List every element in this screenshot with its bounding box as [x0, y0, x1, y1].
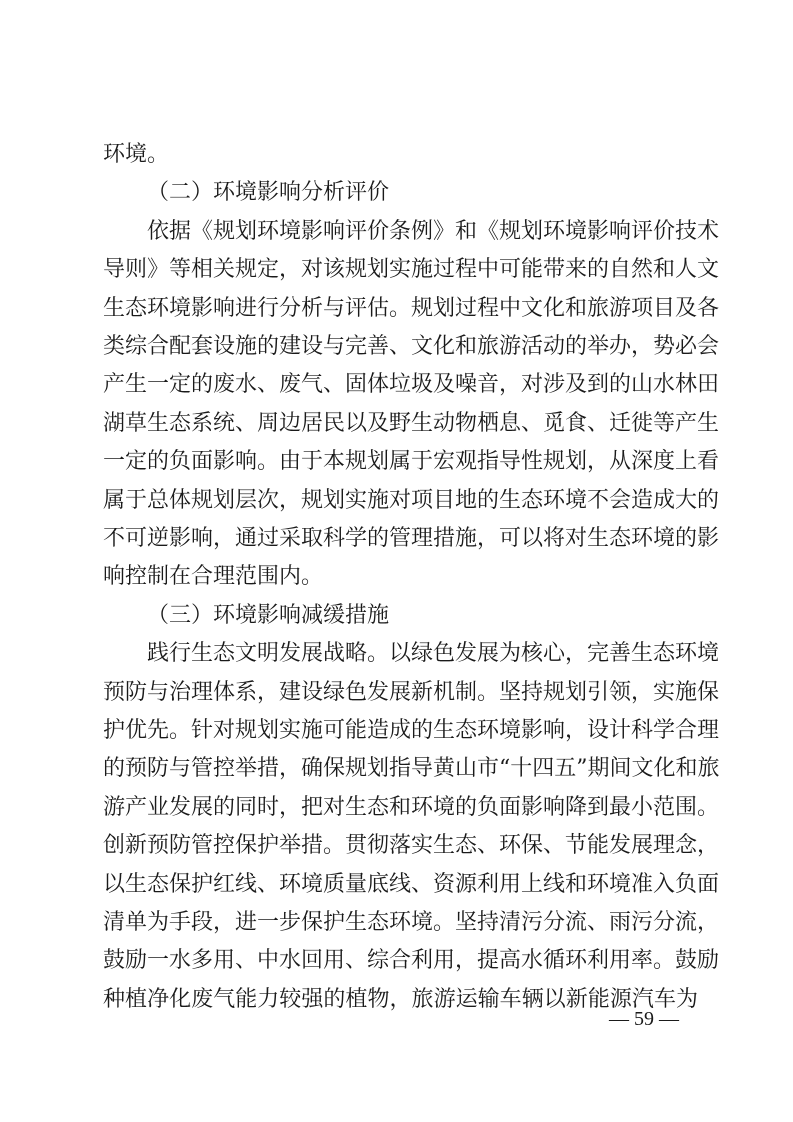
paragraph-line: 以生态保护红线、环境质量底线、资源利用上线和环境准入负面 — [103, 872, 720, 897]
paragraph-line: 一定的负面影响。由于本规划属于宏观指导性规划，从深度上看 — [103, 449, 720, 474]
paragraph-line: 环境。 — [103, 142, 170, 167]
paragraph-line: 游产业发展的同时，把对生态和环境的负面影响降到最小范围。 — [103, 795, 720, 820]
page-number: — 59 — — [609, 1008, 679, 1030]
paragraph-line: 创新预防管控保护举措。贯彻落实生态、环保、节能发展理念， — [103, 833, 720, 858]
paragraph-line: 产生一定的废水、废气、固体垃圾及噪音，对涉及到的山水林田 — [103, 372, 720, 397]
paragraph-line: 预防与治理体系，建设绿色发展新机制。坚持规划引领，实施保 — [103, 680, 720, 705]
paragraph-line: 清单为手段，进一步保护生态环境。坚持清污分流、雨污分流， — [103, 910, 720, 935]
paragraph-line: 响控制在合理范围内。 — [103, 564, 324, 589]
paragraph-line: 依据《规划环境影响评价条例》和《规划环境影响评价技术 — [147, 219, 720, 244]
paragraph-line: 不可逆影响，通过采取科学的管理措施，可以将对生态环境的影 — [103, 526, 720, 551]
paragraph-line: 践行生态文明发展战略。以绿色发展为核心，完善生态环境 — [147, 641, 720, 666]
paragraph-line: 属于总体规划层次，规划实施对项目地的生态环境不会造成大的 — [103, 488, 720, 513]
paragraph-line: 类综合配套设施的建设与完善、文化和旅游活动的举办，势必会 — [103, 334, 720, 359]
section-heading-3: （三）环境影响减缓措施 — [147, 603, 390, 628]
paragraph-line: 导则》等相关规定，对该规划实施过程中可能带来的自然和人文 — [103, 257, 720, 282]
paragraph-line: 鼓励一水多用、中水回用、综合利用，提高水循环利用率。鼓励 — [103, 948, 720, 973]
paragraph-line: 的预防与管控举措，确保规划指导黄山市“十四五”期间文化和旅 — [103, 756, 720, 781]
paragraph-line: 湖草生态系统、周边居民以及野生动物栖息、觅食、迁徙等产生 — [103, 411, 720, 436]
paragraph-line: 生态环境影响进行分析与评估。规划过程中文化和旅游项目及各 — [103, 296, 720, 321]
paragraph-line: 种植净化废气能力较强的植物，旅游运输车辆以新能源汽车为 — [103, 987, 698, 1012]
paragraph-line: 护优先。针对规划实施可能造成的生态环境影响，设计科学合理 — [103, 718, 720, 743]
section-heading-2: （二）环境影响分析评价 — [147, 180, 390, 205]
